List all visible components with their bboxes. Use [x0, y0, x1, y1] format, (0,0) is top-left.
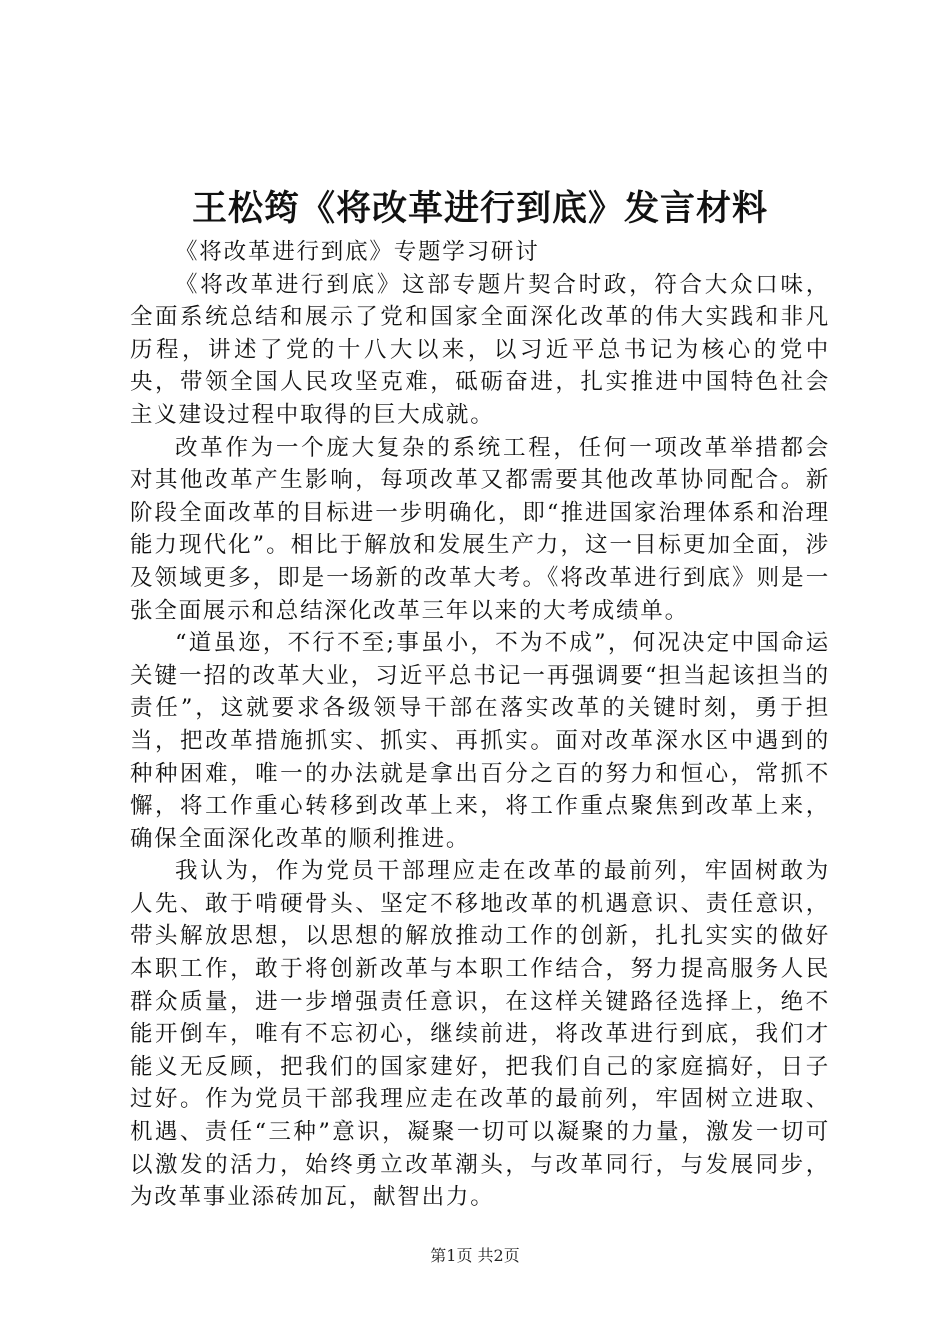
paragraph-2: 改革作为一个庞大复杂的系统工程，任何一项改革举措都会对其他改革产生影响，每项改革又都需要其他改革协同配合。新阶段全面改革的目标进一步明确化，即“推进国家治理体系和治理能力现代化”。相比于解放和发展生产力，这一目标更加全面，涉及领域更多，即是一场新的改革大考。《将改革进行到底》则是一张全面展示和总结深化改革三年以来的大考成绩单。 — [130, 434, 830, 624]
paragraph-3: “道虽迩，不行不至;事虽小，不为不成”，何况决定中国命运关键一招的改革大业，习近平总书记一再强调要“担当起该担当的责任”，这就要求各级领导干部在落实改革的关键时刻，勇于担当，把改革措施抓实、抓实、再抓实。面对改革深水区中遇到的种种困难，唯一的办法就是拿出百分之百的努力和恒心，常抓不懈，将工作重心转移到改革上来，将工作重点聚焦到改革上来，确保全面深化改革的顺利推进。 — [130, 630, 830, 852]
document-body — [130, 236, 830, 1214]
paragraph-1: 《将改革进行到底》这部专题片契合时政，符合大众口味，全面系统总结和展示了党和国家全面深化改革的伟大实践和非凡历程，讲述了党的十八大以来，以习近平总书记为核心的党中央，带领全国人民攻坚克难，砥砺奋进，扎实推进中国特色社会主义建设过程中取得的巨大成就。 — [130, 271, 830, 428]
document-title: 王松筠《将改革进行到底》发言材料 — [191, 188, 768, 229]
document-subtitle: 《将改革进行到底》专题学习研讨 — [175, 239, 540, 265]
page-number-footer: 第1页 共2页 — [430, 1246, 520, 1265]
paragraph-4: 我认为，作为党员干部理应走在改革的最前列，牢固树敢为人先、敢于啃硬骨头、坚定不移地改革的机遇意识、责任意识，带头解放思想，以思想的解放推动工作的创新，扎扎实实的做好本职工作，敢于将创新改革与本职工作结合，努力提高服务人民群众质量，进一步增强责任意识，在这样关键路径选择上，绝不能开倒车，唯有不忘初心，继续前进，将改革进行到底，我们才能义无反顾，把我们的国家建好，把我们自己的家庭搞好，日子过好。作为党员干部我理应走在改革的最前列，牢固树立进取、机遇、责任“三种”意识，凝聚一切可以凝聚的力量，激发一切可以激发的活力，始终勇立改革潮头，与改革同行，与发展同步，为改革事业添砖加瓦，献智出力。 — [130, 858, 830, 1211]
